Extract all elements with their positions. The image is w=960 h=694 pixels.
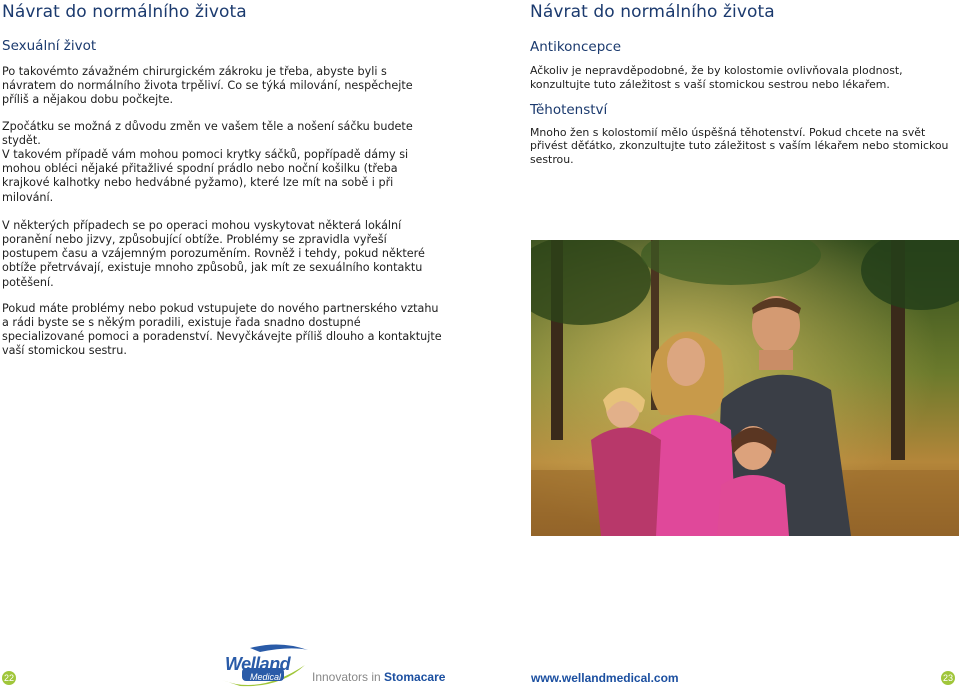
paragraph-contraception: Ačkoliv je nepravděpodobné, že by kolostomie ovlivňovala plodnost, konzultujte tuto záležitost s vaší stomickou sestrou nebo lékařem. [530,64,903,91]
paragraph-covers: V takovém případě vám mohou pomoci krytky sáčků, popřípadě dámy si mohou obléci nějaké přitažlivé spodní prádlo nebo noční košilku (třeba krajkové kalhotky nebo hedvábné pyžamo), které lze mít na sobě i při milování. [2,148,409,204]
tagline-prefix: Innovators in [312,670,385,684]
page-number-left: 22 [3,673,14,683]
right-page-title: Návrat do normálního života [530,2,775,22]
family-photo [531,240,959,536]
tagline [312,670,445,684]
paragraph-shame: Zpočátku se možná z důvodu změn ve vašem těle a nošení sáčku budete stydět. [2,119,413,147]
paragraph-help: Pokud máte problémy nebo pokud vstupujete do nového partnerského vztahu a rádi byste se s někým poradili, existuje řada snadno dostupné specializované pomoci a poradenství. Nevyčkávejte příliš dlouho a kontaktujte vaší stomickou sestru. [2,301,442,358]
section-title-sexual-life: Sexuální život [2,38,97,54]
section-title-pregnancy: Těhotenství [530,101,608,118]
paragraph-pregnancy: Mnoho žen s kolostomií mělo úspěšná těhotenství. Pokud chcete na svět přivést děťátko, zkonzultujte tuto záležitost s vaším lékařem nebo stomickou sestrou. [530,125,949,167]
website-link[interactable]: www.wellandmedical.com [531,671,679,685]
logo-wordmark: Welland [225,654,291,674]
paragraph-intro: Po takovémto závažném chirurgickém zákroku je třeba, abyste byli s návratem do normálního života trpěliví. Co se týká milování, nespěchejte příliš a nějakou dobu počkejte. [2,65,413,107]
paragraph-injuries: V některých případech se po operaci mohou vyskytovat některá lokální poranění nebo jizvy, způsobující obtíže. Problémy se zpravidla vyřeší postupem času a vzájemným porozuměním. Rovněž i tehdy, pokud některé obtíže přetrvávají, existuje mnoho způsobů, jak mít ze sexuálního kontaktu potěšení. [2,218,425,289]
section-title-contraception: Antikoncepce [530,39,622,55]
left-page-title: Návrat do normálního života [2,2,247,22]
tagline-brand: Stomacare [384,670,446,684]
right-page [530,2,955,173]
left-page [2,2,442,371]
page-number-right: 23 [942,673,953,683]
logo-subtext: Medical [250,672,282,682]
